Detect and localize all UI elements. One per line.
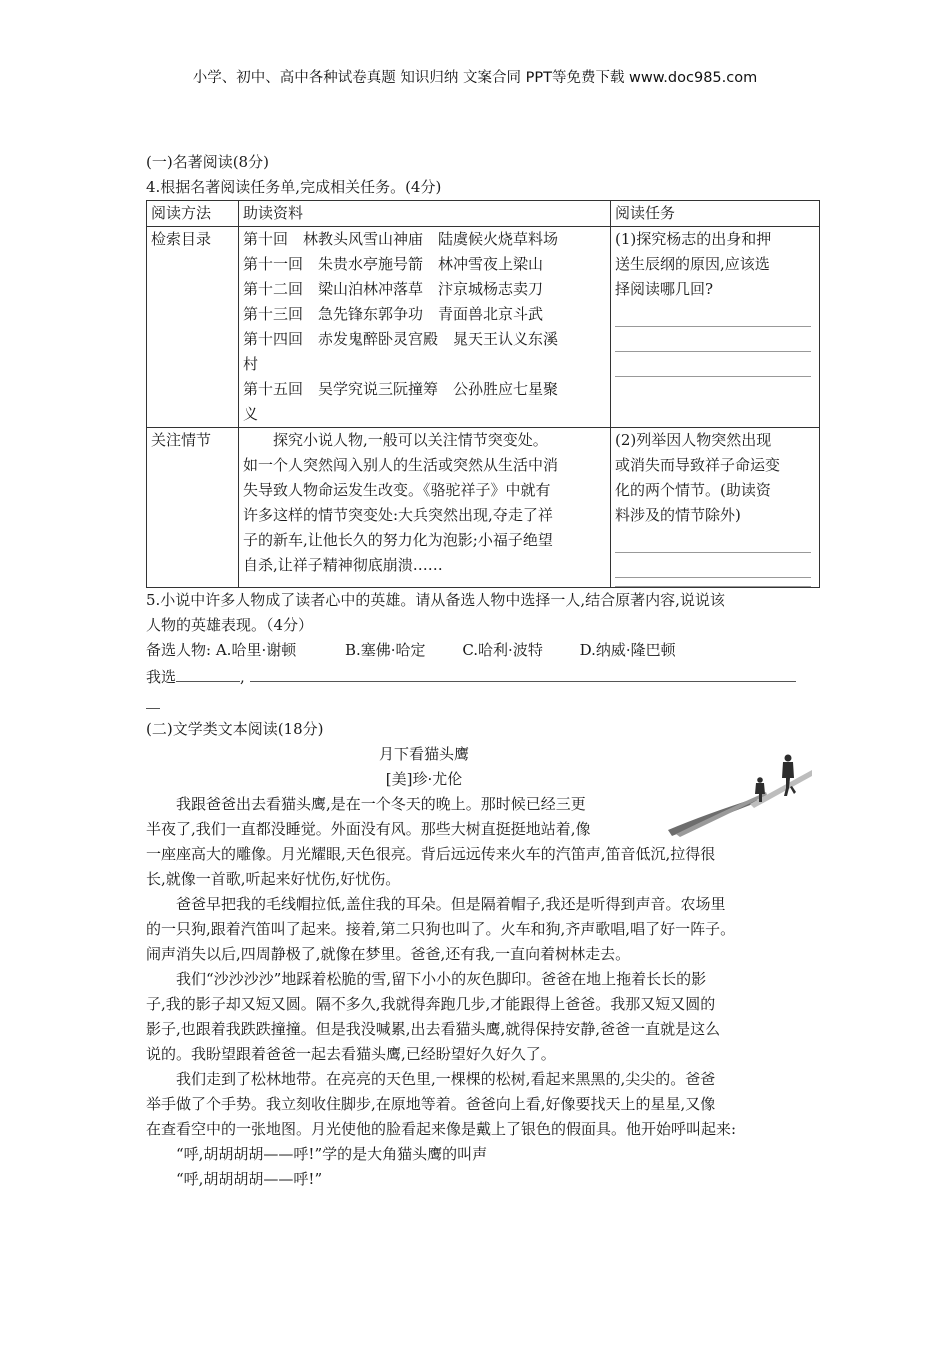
story-line: 在查看空中的一张地图。月光使他的脸看起来像是戴上了银色的假面具。他开始呼叫起来: — [146, 1120, 737, 1138]
story-line: 我跟爸爸出去看猫头鹰,是在一个冬天的晚上。那时候已经三更 — [176, 795, 586, 813]
material-line: 子的新车,让他长久的努力化为泡影;小福子绝望 — [243, 531, 553, 549]
download-banner: 小学、初中、高中各种试卷真题 知识归纳 文案合同 PPT等免费下载 www.doc985.com — [192, 70, 758, 86]
choice-blank[interactable] — [176, 663, 240, 682]
table-row — [147, 227, 820, 428]
task-line: 择阅读哪几回? — [615, 280, 714, 298]
answer-line[interactable] — [615, 302, 811, 327]
story-paragraph — [146, 967, 822, 1067]
row1-task — [611, 227, 820, 428]
story-line: 影子,也跟着我跌跌撞撞。但是我没喊累,出去看猫头鹰,就得保持安静,爸爸一直就是这么 — [146, 1020, 721, 1038]
task-line: 或消失而导致祥子命运变 — [615, 456, 781, 474]
answer-blank-continuation[interactable] — [146, 690, 822, 717]
owl-call-quote: “呼,胡胡胡胡——呼!”学的是大角猫头鹰的叫声 — [176, 1145, 488, 1163]
task-line: 送生辰纲的原因,应该选 — [615, 255, 770, 273]
story-line: 爸爸早把我的毛线帽拉低,盖住我的耳朵。但是隔着帽子,我还是听得到声音。农场里 — [176, 895, 726, 913]
story-title: 月下看猫头鹰 — [378, 745, 469, 763]
answer-line[interactable] — [615, 578, 811, 587]
material-line: 探究小说人物,一般可以关注情节突变处。 — [273, 431, 548, 449]
row1-method: 检索目录 — [147, 227, 239, 428]
material-line: 自杀,让祥子精神彻底崩溃…… — [243, 556, 443, 574]
chapter-line: 第十三回 急先锋东郭争功 青面兽北京斗武 — [243, 305, 544, 323]
options-label: 备选人物: — [146, 641, 212, 659]
header-material: 助读资料 — [239, 201, 611, 227]
row2-task — [611, 428, 820, 588]
row2-material — [239, 428, 611, 588]
choose-line — [146, 663, 822, 690]
story-line: 闹声消失以后,四周静极了,就像在梦里。爸爸,还有我,一直向着树林走去。 — [146, 945, 631, 963]
choose-comma: , — [240, 668, 245, 686]
option-a: A.哈里·谢顿 — [215, 641, 297, 659]
story-line: 子,我的影子却又短又圆。隔不多久,我就得奔跑几步,才能跟得上爸爸。我那又短又圆的 — [146, 995, 716, 1013]
story-line: 举手做了个手势。我立刻收住脚步,在原地等着。爸爸向上看,好像要找天上的星星,又像 — [146, 1095, 716, 1113]
reading-task-table — [146, 200, 820, 588]
story-paragraph — [146, 892, 822, 967]
header-task: 阅读任务 — [611, 201, 820, 227]
task-line: (2)列举因人物突然出现 — [615, 431, 772, 449]
row1-chapters — [239, 227, 611, 428]
chapter-line: 第十四回 赤发鬼醉卧灵宫殿 晁天王认义东溪 — [243, 330, 559, 348]
material-line: 失导致人物命运发生改变。《骆驼祥子》中就有 — [243, 481, 551, 499]
story-line: 我们“沙沙沙沙”地踩着松脆的雪,留下小小的灰色脚印。爸爸在地上拖着长长的影 — [176, 970, 707, 988]
story-line: 长,就像一首歌,听起来好忧伤,好忧伤。 — [146, 870, 401, 888]
option-c: C.哈利·波特 — [462, 641, 543, 659]
chapter-line: 义 — [243, 405, 259, 423]
story-line: 说的。我盼望跟着爸爸一起去看猫头鹰,已经盼望好久好久了。 — [146, 1045, 556, 1063]
answer-line[interactable] — [615, 528, 811, 553]
story-line: 的一只狗,跟着汽笛叫了起来。接着,第二只狗也叫了。火车和狗,齐声歌唱,唱了好一阵子。 — [146, 920, 736, 938]
option-b: B.塞佛·哈定 — [345, 641, 426, 659]
answer-blank[interactable] — [250, 663, 796, 682]
section1-title: (一)名著阅读(8分) — [146, 153, 269, 171]
task-line: (1)探究杨志的出身和押 — [615, 230, 772, 248]
question-5-line: 人物的英雄表现。（4分） — [146, 616, 314, 634]
story-line: 我们走到了松林地带。在亮亮的天色里,一棵棵的松树,看起来黑黑的,尖尖的。爸爸 — [176, 1070, 716, 1088]
story-line: 半夜了,我们一直都没睡觉。外面没有风。那些大树直挺挺地站着,像 — [146, 820, 591, 838]
row2-method: 关注情节 — [147, 428, 239, 588]
walking-in-snow-illustration — [666, 752, 812, 838]
table-row — [147, 428, 820, 588]
section2-title: (二)文学类文本阅读(18分) — [146, 720, 324, 738]
chapter-line: 第十五回 吴学究说三阮撞筹 公孙胜应七星聚 — [243, 380, 559, 398]
answer-line[interactable] — [615, 327, 811, 352]
choose-label: 我选 — [146, 668, 177, 686]
chapter-line: 第十一回 朱贵水亭施号箭 林冲雪夜上梁山 — [243, 255, 544, 273]
task-line: 料涉及的情节除外) — [615, 506, 741, 524]
chapter-line: 村 — [243, 355, 259, 373]
chapter-line: 第十回 林教头风雪山神庙 陆虞候火烧草料场 — [243, 230, 559, 248]
chapter-line: 第十二回 梁山泊林冲落草 汴京城杨志卖刀 — [243, 280, 544, 298]
story-author: [美]珍·尤伦 — [385, 770, 463, 788]
owl-call-quote: “呼,胡胡胡胡——呼!” — [176, 1170, 323, 1188]
answer-line[interactable] — [615, 553, 811, 578]
option-d: D.纳威·隆巴顿 — [579, 641, 676, 659]
story-line: 一座座高大的雕像。月光耀眼,天色很亮。背后远远传来火车的汽笛声,笛音低沉,拉得很 — [146, 845, 716, 863]
story-paragraph — [146, 1067, 822, 1142]
material-line: 许多这样的情节突变处:大兵突然出现,夺走了祥 — [243, 506, 553, 524]
question-4: 4.根据名著阅读任务单,完成相关任务。(4分) — [146, 178, 442, 196]
table-header-row — [147, 201, 820, 227]
answer-line[interactable] — [615, 352, 811, 377]
question-5-line: 5.小说中许多人物成了读者心中的英雄。请从备选人物中选择一人,结合原著内容,说说该 — [146, 591, 725, 609]
candidate-options — [146, 638, 822, 663]
material-line: 如一个人突然闯入别人的生活或突然从生活中消 — [243, 456, 559, 474]
header-method: 阅读方法 — [147, 201, 239, 227]
task-line: 化的两个情节。(助读资 — [615, 481, 771, 499]
exam-content — [146, 150, 822, 1192]
